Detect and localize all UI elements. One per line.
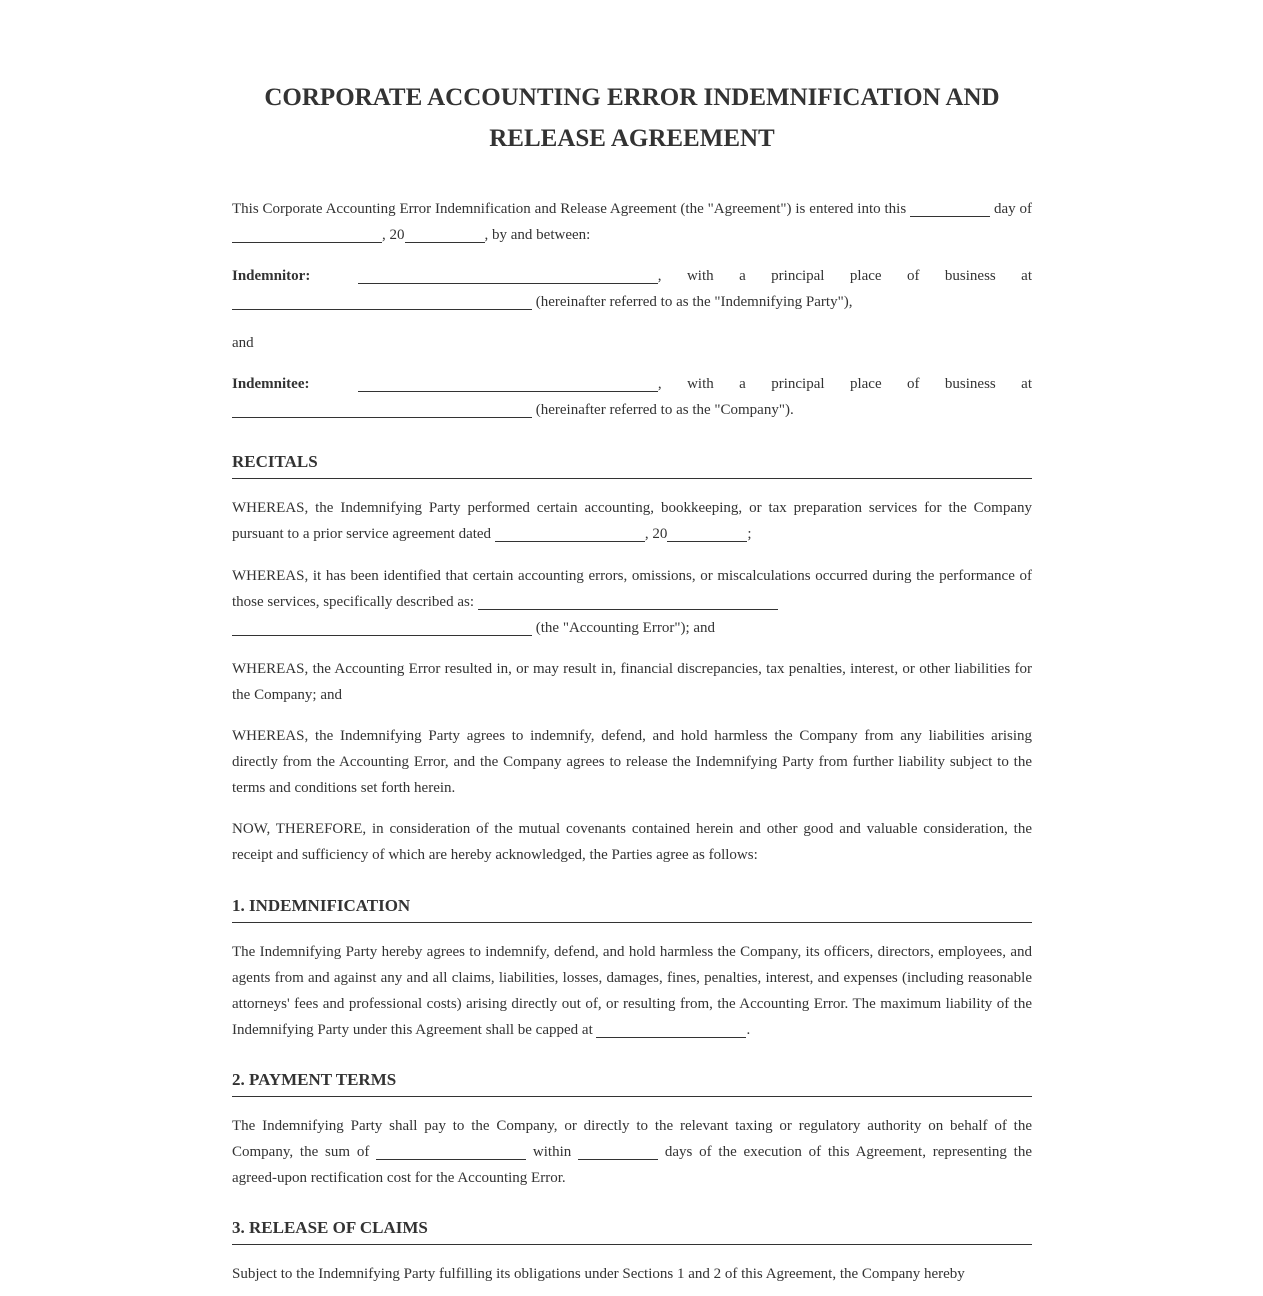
day-of-text: day of (990, 201, 1033, 217)
by-and-between-text: , by and between: (484, 227, 591, 243)
service-year-blank[interactable] (667, 523, 747, 542)
intro-paragraph (232, 196, 1032, 248)
section-2-text (232, 1113, 1032, 1191)
section-2-heading: 2. PAYMENT TERMS (232, 1069, 1032, 1097)
liability-cap-blank[interactable] (596, 1019, 746, 1038)
agreement-page (232, 0, 1032, 1287)
indemnitor-name-blank[interactable] (358, 265, 658, 284)
section-3-heading: 3. RELEASE OF CLAIMS (232, 1217, 1032, 1245)
error-description-blank-2[interactable] (232, 617, 532, 636)
whereas-2 (232, 563, 1032, 641)
whereas-4: WHEREAS, the Indemnifying Party agrees to indemnify, defend, and hold harmless the Company from any liabilities arising directly from the Accounting Error, and the Company agrees to release the Indemnifying Party from further liability subject to the terms and conditions set forth herein. (232, 728, 1032, 796)
whereas-1 (232, 495, 1032, 547)
indemnitor-address-blank[interactable] (232, 291, 532, 310)
payment-end-text: days of the execution of this Agreement, representing the agreed-upon rectification cost for the Accounting Error. (232, 1144, 1033, 1186)
title-line-1: CORPORATE ACCOUNTING ERROR INDEMNIFICATION AND (264, 84, 1000, 111)
indemnitor-referred-text: (hereinafter referred to as the "Indemnifying Party"), (532, 294, 853, 310)
indemnitee-referred-text: (hereinafter referred to as the "Company"). (532, 402, 794, 418)
and-paragraph: and (232, 335, 254, 351)
year-prefix-text: , 20 (382, 227, 405, 243)
payment-days-blank[interactable] (578, 1141, 658, 1160)
intro-text: This Corporate Accounting Error Indemnification and Release Agreement (the "Agreement") is entered into this (232, 201, 907, 217)
recitals-heading: RECITALS (232, 451, 1032, 479)
whereas-2-end: (the "Accounting Error"); and (532, 620, 716, 636)
service-year-prefix: , 20 (644, 526, 668, 542)
indemnitee-paragraph (232, 371, 1032, 423)
indemnitee-name-blank[interactable] (358, 373, 658, 392)
indemnitor-business-text: , with a principal place of business at (657, 268, 1033, 284)
whereas-2-text: WHEREAS, it has been identified that certain accounting errors, omissions, or miscalculations occurred during the performance of those services, specifically described as: (232, 568, 1032, 610)
indemnitee-business-text: , with a principal place of business at (657, 376, 1033, 392)
indemnitee-address-blank[interactable] (232, 399, 532, 418)
error-description-blank-1[interactable] (478, 591, 778, 610)
payment-text: The Indemnifying Party shall pay to the Company, or directly to the relevant taxing or regulatory authority on behalf of the Company, the sum of (232, 1118, 1032, 1160)
indemnitor-paragraph (232, 263, 1032, 315)
whereas-3: WHEREAS, the Accounting Error resulted in, or may result in, financial discrepancies, tax penalties, interest, or other liabilities for the Company; and (232, 661, 1032, 703)
title-line-2: RELEASE AGREEMENT (489, 125, 775, 152)
indemnification-text: The Indemnifying Party hereby agrees to indemnify, defend, and hold harmless the Company, its officers, directors, employees, and agents from and against any and all claims, liabilities, losses, damages, fines, penalties, interest, and expenses (including reasonable attorneys' fees and professional costs) arising directly out of, or resulting from, the Accounting Error. The maximum liability of the Indemnifying Party under this Agreement shall be capped at (232, 944, 1032, 1038)
now-therefore: NOW, THEREFORE, in consideration of the mutual covenants contained herein and other good and valuable consideration, the receipt and sufficiency of which are hereby acknowledged, the Parties agree as follows: (232, 821, 1032, 863)
indemnitee-label: Indemnitee: (232, 376, 310, 392)
month-blank[interactable] (232, 224, 382, 243)
indemnitor-label: Indemnitor: (232, 268, 311, 284)
within-text: within (526, 1144, 579, 1160)
year-blank[interactable] (405, 224, 485, 243)
section-1-text (232, 939, 1032, 1043)
document-title (232, 77, 1032, 159)
indemnification-end: . (746, 1022, 751, 1038)
whereas-1-text: WHEREAS, the Indemnifying Party performed certain accounting, bookkeeping, or tax preparation services for the Company pursuant to a prior service agreement dated (232, 500, 1032, 542)
section-3-text: Subject to the Indemnifying Party fulfilling its obligations under Sections 1 and 2 of this Agreement, the Company hereby (232, 1266, 965, 1282)
day-blank[interactable] (910, 198, 990, 217)
payment-sum-blank[interactable] (376, 1141, 526, 1160)
section-1-heading: 1. INDEMNIFICATION (232, 895, 1032, 923)
service-date-blank[interactable] (495, 523, 645, 542)
whereas-1-end: ; (747, 526, 752, 542)
